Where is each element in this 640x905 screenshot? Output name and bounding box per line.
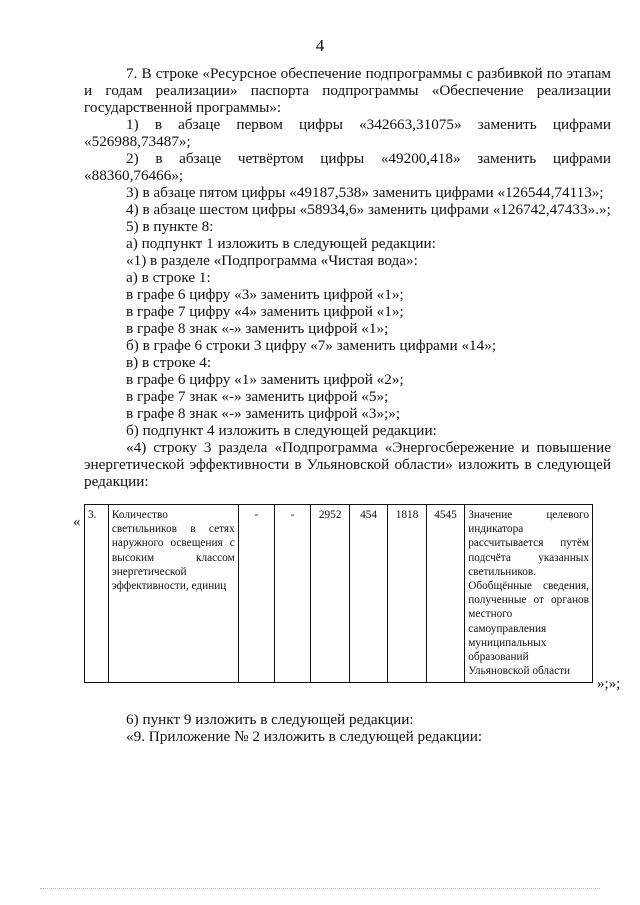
paragraph: 2) в абзаце четвёртом цифры «49200,418» заменить цифрами bbox=[126, 150, 611, 167]
table-cell-indicator: Количество светильников в сетях наружного освещения с высоким классом энергетической эффективности, единиц bbox=[108, 505, 238, 683]
paragraph: 7. В строке «Ресурсное обеспечение подпрограммы с разбивкой по этапам bbox=[126, 65, 611, 82]
paragraph: а) в строке 1: bbox=[126, 269, 211, 286]
body-text bbox=[84, 65, 611, 490]
paragraph: «4) строку 3 раздела «Подпрограмма «Энергосбережение и повышение bbox=[126, 439, 611, 456]
paragraph: «88360,76466»; bbox=[84, 167, 184, 184]
paragraph: в) в строке 4: bbox=[126, 354, 212, 371]
paragraph: и годам реализации» паспорта подпрограммы «Обеспечение реализации bbox=[84, 82, 611, 99]
table-cell-note: Значение целевого индикатора рассчитывается путём подсчёта указанных светильников. Обобщённые сведения, полученные от органов местного самоуправления муниципальных образований Ульяновской области bbox=[465, 505, 593, 683]
table-cell: - bbox=[238, 505, 274, 683]
scan-artifact-line bbox=[40, 888, 600, 891]
paragraph: энергетической эффективности в Ульяновской области» изложить в следующей bbox=[84, 456, 611, 473]
paragraph: «1) в разделе «Подпрограмма «Чистая вода»: bbox=[126, 252, 418, 269]
paragraph: в графе 7 знак «-» заменить цифрой «5»; bbox=[126, 388, 389, 405]
paragraph: 5) в пункте 8: bbox=[126, 218, 214, 235]
table-cell: 4545 bbox=[426, 505, 464, 683]
paragraph: государственной программы»: bbox=[84, 99, 282, 116]
table-cell: 454 bbox=[349, 505, 387, 683]
closing-text bbox=[84, 711, 611, 745]
table-cell: 1818 bbox=[388, 505, 426, 683]
paragraph: «9. Приложение № 2 изложить в следующей редакции: bbox=[126, 728, 483, 745]
paragraph: «526988,73487»; bbox=[84, 133, 191, 150]
table-cell: 2952 bbox=[311, 505, 349, 683]
paragraph: 6) пункт 9 изложить в следующей редакции: bbox=[126, 711, 414, 728]
close-quote: »;»; bbox=[597, 676, 621, 692]
table-cell-number: 3. bbox=[85, 505, 109, 683]
paragraph: в графе 8 знак «-» заменить цифрой «1»; bbox=[126, 320, 389, 337]
paragraph: б) подпункт 4 изложить в следующей редакции: bbox=[126, 422, 437, 439]
amendment-table-block bbox=[73, 504, 621, 692]
page-number: 4 bbox=[315, 36, 325, 55]
paragraph: 3) в абзаце пятом цифры «49187,538» заменить цифрами «126544,74113»; bbox=[126, 184, 604, 201]
amendment-table bbox=[84, 504, 593, 683]
paragraph: редакции: bbox=[84, 473, 149, 490]
paragraph: 1) в абзаце первом цифры «342663,31075» заменить цифрами bbox=[126, 116, 611, 133]
table-cell: - bbox=[275, 505, 311, 683]
paragraph: 4) в абзаце шестом цифры «58934,6» заменить цифрами «126742,47433».»; bbox=[126, 201, 611, 218]
paragraph: в графе 7 цифру «4» заменить цифрой «1»; bbox=[126, 303, 404, 320]
paragraph: в графе 6 цифру «1» заменить цифрой «2»; bbox=[126, 371, 404, 388]
table-row bbox=[85, 505, 593, 683]
paragraph: а) подпункт 1 изложить в следующей редакции: bbox=[126, 235, 436, 252]
paragraph: в графе 6 цифру «3» заменить цифрой «1»; bbox=[126, 286, 404, 303]
paragraph: в графе 8 знак «-» заменить цифрой «3»;»; bbox=[126, 405, 401, 422]
open-quote: « bbox=[73, 514, 81, 530]
paragraph: б) в графе 6 строки 3 цифру «7» заменить цифрами «14»; bbox=[126, 337, 497, 354]
